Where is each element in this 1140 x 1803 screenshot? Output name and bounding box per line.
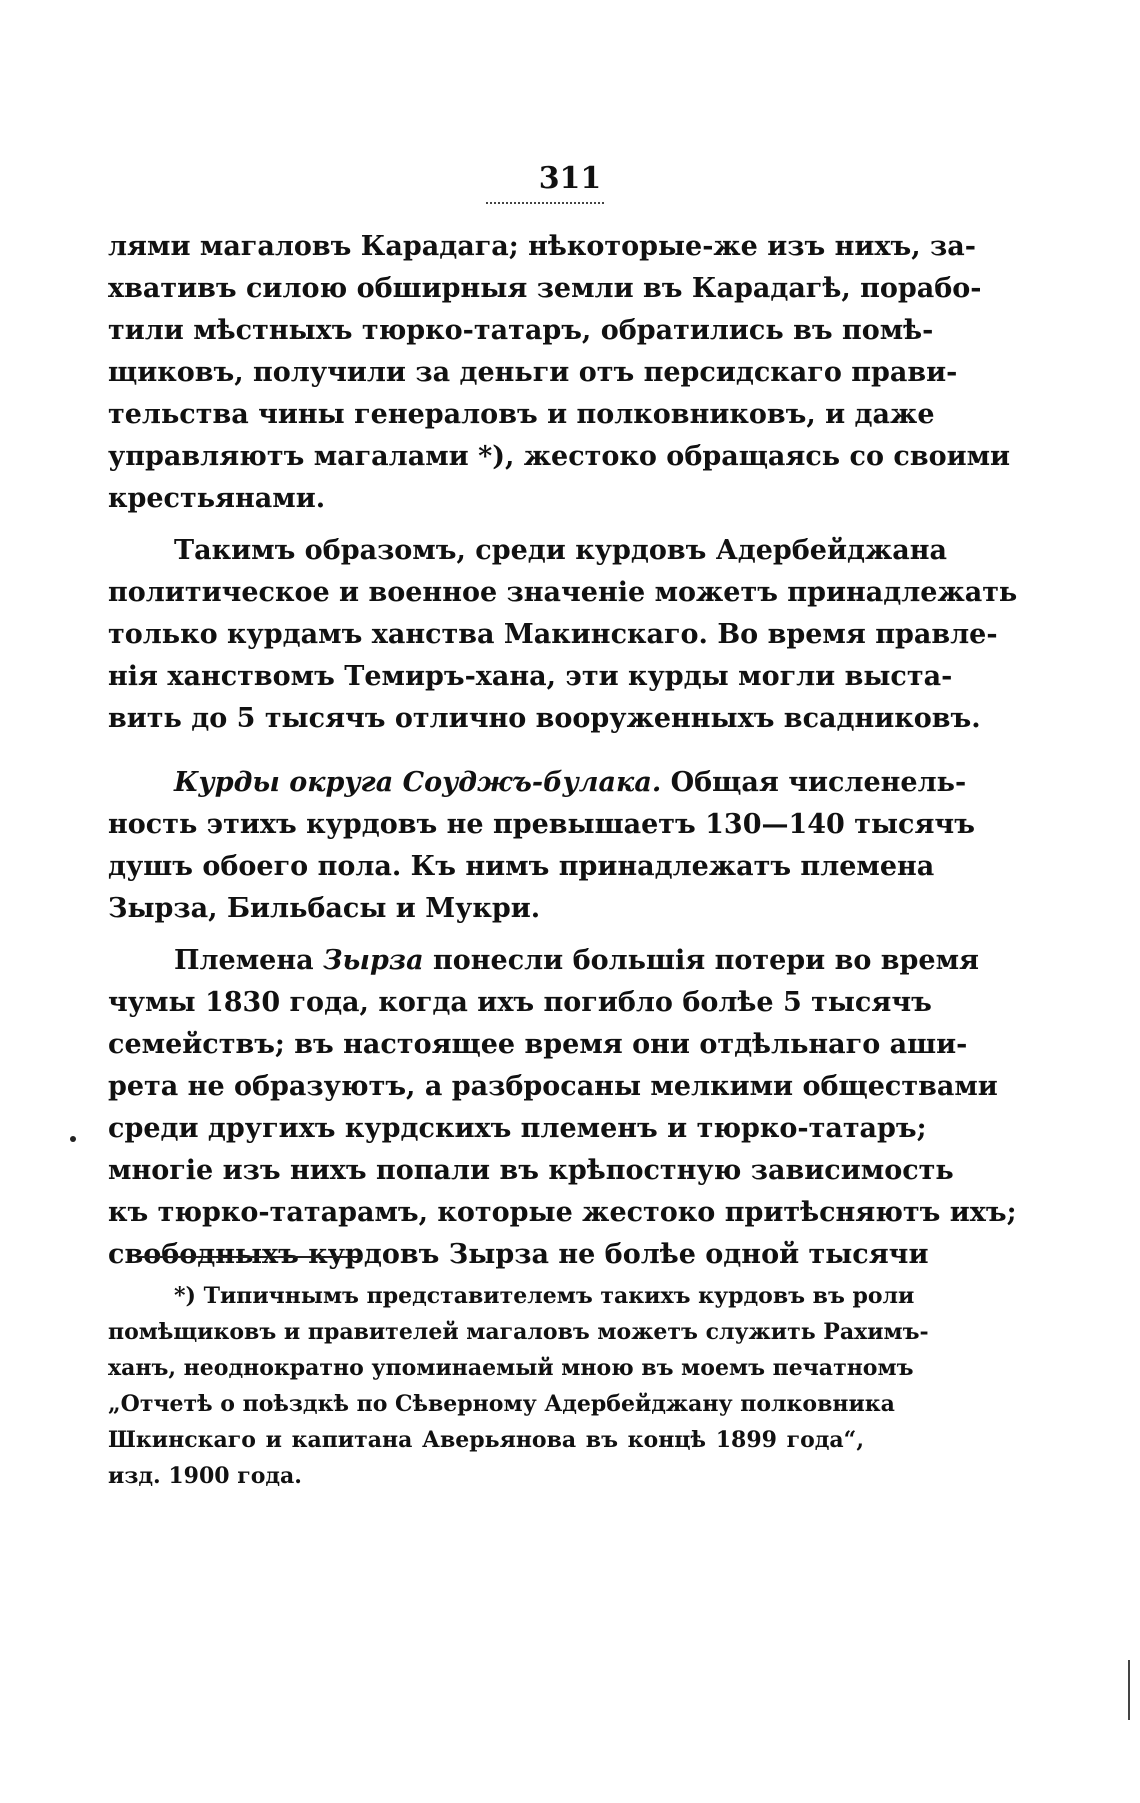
footnote-line: изд. 1900 года. xyxy=(108,1463,302,1489)
text-line: Такимъ образомъ, среди курдовъ Адербейджана xyxy=(174,535,947,566)
text-line: щиковъ, получили за деньги отъ персидскаго прави- xyxy=(108,357,958,388)
text-line: душъ обоего пола. Къ нимъ принадлежатъ племена xyxy=(108,851,935,882)
text-line: Зырза, Бильбасы и Мукри. xyxy=(108,893,541,924)
text-line xyxy=(108,940,979,982)
tribe-name: Зырза xyxy=(323,945,424,976)
text-fragment: Племена xyxy=(174,945,324,976)
text-line: семействъ; въ настоящее время они отдѣльнаго аши- xyxy=(108,1029,968,1060)
margin-mark xyxy=(1128,1660,1130,1720)
footnote-divider xyxy=(140,1256,362,1258)
text-line: тили мѣстныхъ тюрко-татаръ, обратились въ помѣ- xyxy=(108,315,934,346)
footnote xyxy=(108,1278,929,1494)
text-fragment: Общая численель- xyxy=(661,767,967,798)
paragraph-4 xyxy=(108,940,1017,1276)
page-number: 311 xyxy=(538,161,602,196)
text-line: нiя ханствомъ Темиръ-хана, эти курды могли выста- xyxy=(108,661,953,692)
text-line xyxy=(108,762,967,804)
text-line: ность этихъ курдовъ не превышаетъ 130—140 тысячъ xyxy=(108,809,975,840)
section-heading: Курды округа Соуджъ-булака. xyxy=(174,767,662,798)
page-number-ornament xyxy=(486,202,604,204)
footnote-line: *) Типичнымъ представителемъ такихъ курдовъ въ роли xyxy=(174,1283,915,1309)
footnote-line: помѣщиковъ и правителей магаловъ можетъ служить Рахимъ- xyxy=(108,1319,929,1345)
text-fragment: понесли большiя потери во время xyxy=(423,945,979,976)
paragraph-3 xyxy=(108,762,975,930)
text-line: политическое и военное значенiе можетъ принадлежать xyxy=(108,577,1018,608)
main-text xyxy=(108,226,1018,1276)
text-line: рета не образуютъ, а разбросаны мелкими обществами xyxy=(108,1071,998,1102)
text-line: только курдамъ ханства Макинскаго. Во время правле- xyxy=(108,619,998,650)
text-line: управляютъ магалами *), жестоко обращаясь со своими xyxy=(108,441,1011,472)
text-line: вить до 5 тысячъ отлично вооруженныхъ всадниковъ. xyxy=(108,703,981,734)
text-line: хвативъ силою обширныя земли въ Карадагѣ, порабо- xyxy=(108,273,982,304)
footnote-line: ханъ, неоднократно упоминаемый мною въ моемъ печатномъ xyxy=(108,1355,914,1381)
text-line: чумы 1830 года, когда ихъ погибло болѣе 5 тысячъ xyxy=(108,987,932,1018)
text-line: многiе изъ нихъ попали въ крѣпостную зависимость xyxy=(108,1155,954,1186)
text-line: лями магаловъ Карадага; нѣкоторые-же изъ нихъ, за- xyxy=(108,231,976,262)
text-line: къ тюрко-татарамъ, которые жестоко притѣсняютъ ихъ; xyxy=(108,1197,1017,1228)
margin-dot xyxy=(70,1136,76,1142)
footnote-line: Шкинскаго и капитана Аверьянова въ концѣ 1899 года“, xyxy=(108,1427,864,1453)
paragraph-2 xyxy=(108,530,1018,740)
text-line: крестьянами. xyxy=(108,483,326,514)
text-line: среди другихъ курдскихъ племенъ и тюрко-татаръ; xyxy=(108,1113,927,1144)
paragraph-1 xyxy=(108,226,1011,520)
text-line: свободныхъ курдовъ Зырза не болѣе одной тысячи xyxy=(108,1239,929,1270)
footnote-line: „Отчетѣ о поѣздкѣ по Сѣверному Адербейджану полковника xyxy=(108,1391,895,1417)
text-line: тельства чины генераловъ и полковниковъ, и даже xyxy=(108,399,935,430)
